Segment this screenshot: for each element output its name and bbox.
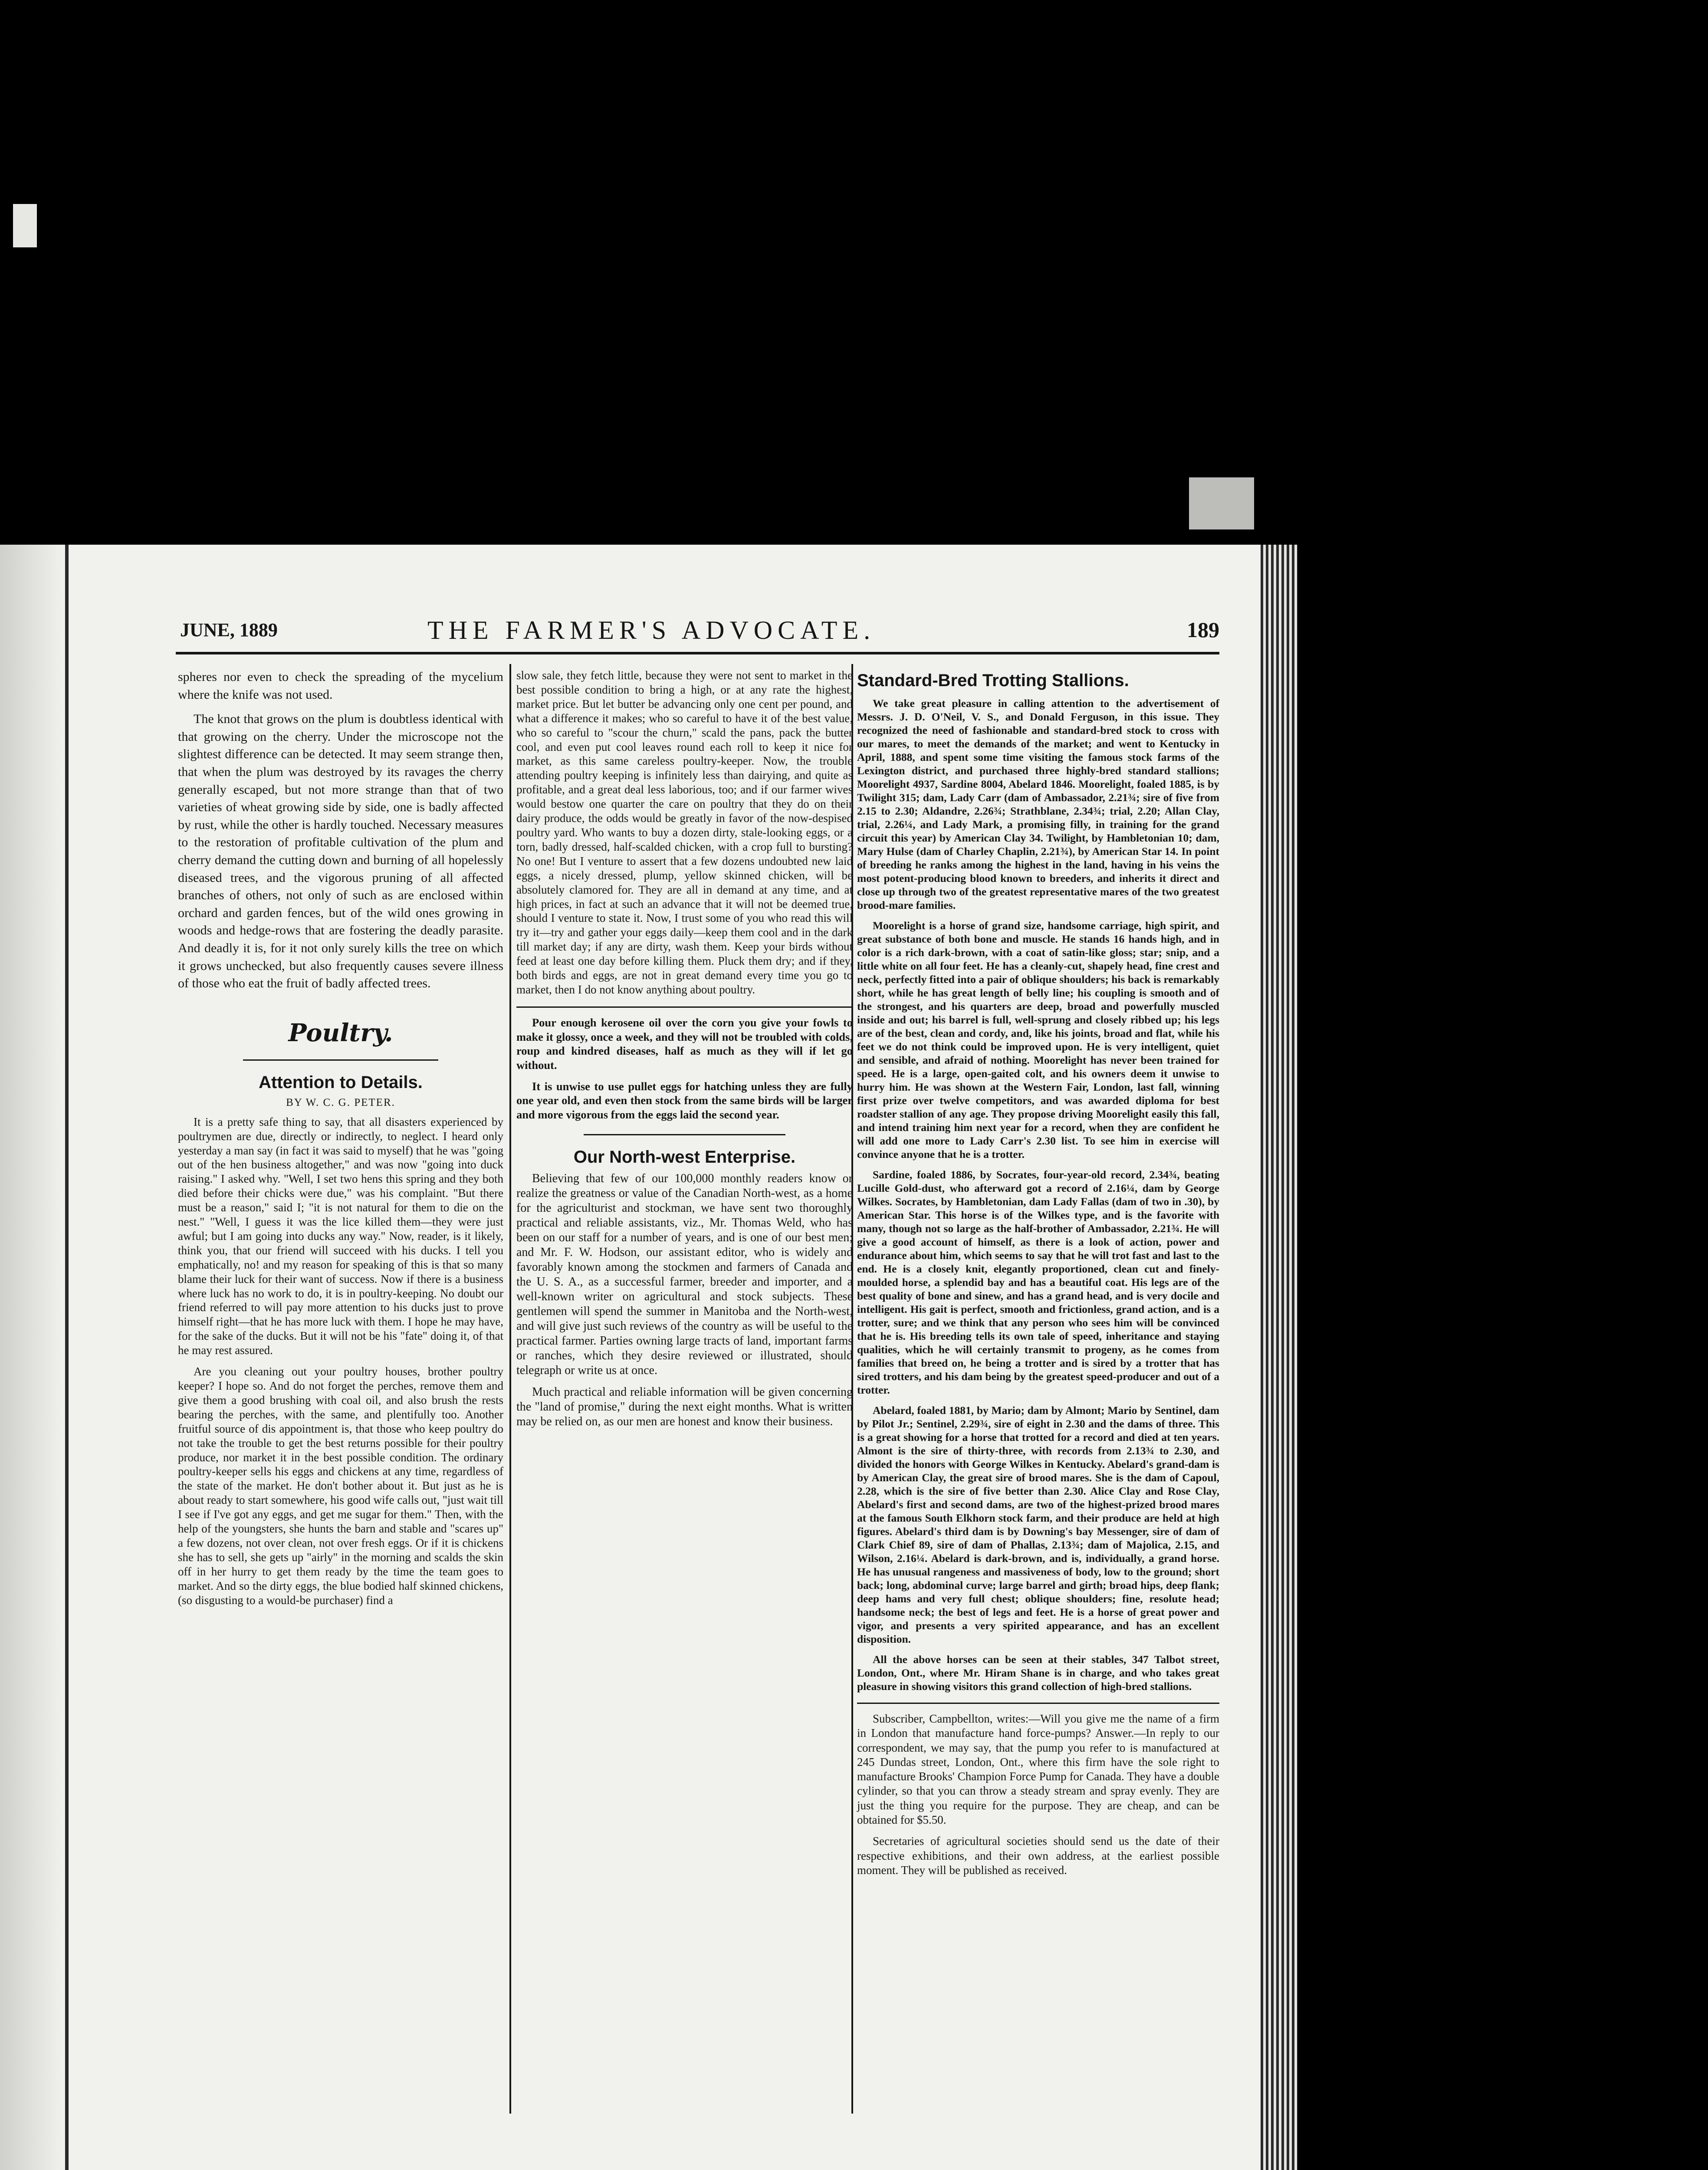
divider xyxy=(584,1134,785,1135)
scan-artifact xyxy=(13,204,37,247)
column-3 xyxy=(857,668,1219,1884)
poultry-notes xyxy=(516,1016,853,1122)
column-divider xyxy=(509,664,511,2114)
divider xyxy=(516,1006,853,1008)
masthead-title: THE FARMER'S ADVOCATE. xyxy=(427,616,876,644)
paragraph: All the above horses can be seen at their stables, 347 Talbot street, London, Ont., where Mr. Hiram Shane is in charge, and who takes great pleasure in showing visitors this grand collection of high-bred stallions. xyxy=(857,1653,1219,1693)
paragraph: Are you cleaning out your poultry houses, brother poultry keeper? I hope so. And do not forget the perches, remove them and give them a good brushing with coal oil, and also brush the rests bearing the perches, with the same, and plentifully too. Another fruitful source of dis appointment is, that those who keep poultry do not take the trouble to get the best returns possible for their poultry produce, nor market it in the best possible condition. The ordinary poultry-keeper sells his eggs and chickens at any time, regardless of the state of the market. He don't bother about it. But just as he is about ready to start somewhere, his good wife calls out, "just wait till I see if I've got any eggs, and get me sugar for them." Then, with the help of the youngsters, she hunts the barn and stable and "scares up" a few dozens, not over clean, not over fresh eggs. Or if it is chickens she has to sell, she gets up "airly" in the morning and scalds the skin off in her hurry to get them ready by the time the team goes to market. And so the dirty eggs, the blue bodied half skinned chickens, (so disgusting to a would-be purchaser) find a xyxy=(178,1365,503,1607)
section-title-poultry: Poultry. xyxy=(288,1018,393,1047)
paragraph: slow sale, they fetch little, because they were not sent to market in the best possible condition to bring a high, or at any rate the highest, market price. But let butter be advancing only one cent per pound, and what a difference it makes; who so careful to have it of the best value, who so careful to "scour the churn," scald the pans, pack the butter cool, and even put cool leaves round each roll to keep it nice for market, as this same careless poultry-keeper. Now, the trouble attending poultry keeping is infinitely less than dairying, and quite as profitable, and a great deal less laborious, too; and if our farmer wives would bestow one quarter the care on poultry that they do on their dairy produce, the odds would be greatly in favor of the now-despised poultry yard. Who wants to buy a dozen dirty, stale-looking eggs, or a torn, badly dressed, half-scalded chicken, with a crop full to bursting? No one! But I venture to assert that a few dozens undoubted new laid eggs, a nicely dressed, plump, yellow skinned chicken, will be absolutely clamored for. They are all in demand at any time, and at high prices, in fact at such an advance that it will not be deemed true, should I venture to state it. Now, I trust some of you who read this will try it—try and gather your eggs daily—keep them cool and in the dark till market day; if any are dirty, wash them. Keep your birds without feed at least one day before killing them. Pluck them dry; and if they, both birds and eggs, are not in great demand every time you go to market, then I do not know anything about poultry. xyxy=(516,669,853,996)
article-title: Our North-west Enterprise. xyxy=(573,1147,796,1167)
scan-artifact xyxy=(1189,477,1254,529)
article-body xyxy=(178,1115,503,1608)
paragraph: spheres nor even to check the spreading of the mycelium where the knife was not used. xyxy=(178,670,503,702)
article-title: Standard-Bred Trotting Stallions. xyxy=(857,671,1129,690)
paragraph: Sardine, foaled 1886, by Socrates, four-year-old record, 2.34¾, beating Lucille Gold-dust, who afterward got a record of 2.16¼, dam by George Wilkes. Socrates, by Hambletonian, dam Lady Fallas (dam of two in .30), by American Star. This horse is of the Wilkes type, and is the favorite with many, though not so large as the half-brother of Ambassador, 2.21¾. He will give a good account of himself, as there is a look of action, power and endurance about him, which seems to say that he will trot fast and last to the end. He is a closely knit, elegantly proportioned, clean cut and finely-moulded horse, a splendid bay and has a beautiful coat. His legs are of the best quality of bone and sinew, and has a grand head, and is very docile and intelligent. His gait is perfect, smooth and frictionless, grand action, and is a trotter, sure; and we think that any person who sees him will be convinced that he is. His breeding tells its own tale of speed, inheritance and staying qualities, which he will certainly transmit to progeny, as he comes from families that breed on, he being a trotter and is sired by a trotter that has sired trotters, and his dam being by the greatest speed-producer and out of a trotter. xyxy=(857,1168,1219,1396)
paragraph: Abelard, foaled 1881, by Mario; dam by Almont; Mario by Sentinel, dam by Pilot Jr.; Sentinel, 2.29¾, sire of eight in 2.30 and the dams of three. This is a great showing for a horse that trotted for a record and died at ten years. Almont is the sire of thirty-three, with records from 2.13¾ to 2.30, and divided the honors with George Wilkes in Kentucky. Abelard's grand-dam is by American Clay, the great sire of brood mares. She is the dam of Capoul, 2.28, which is the sire of five better than 2.30. Alice Clay and Rose Clay, Abelard's first and second dams, are two of the highest-prized brood mares at the famous South Elkhorn stock farm, and their produce are held at high figures. Abelard's third dam is by Downing's bay Messenger, sire of dam of Clark Chief 89, sire of dam of Phallas, 2.13¾; dam of Majolica, 2.15, and Wilson, 2.16¼. Abelard is dark-brown, and is, individually, a grand horse. He has unusual rangeness and massiveness of body, low to the ground; short back; long, abdominal curve; large barrel and girth; broad hips, deep flank; deep hams and very full chest; oblique shoulders; fine, resolute head; handsome neck; the best of legs and feet. He is a horse of great power and vigor, and presents a very spirited appearance, and has an excellent disposition. xyxy=(857,1404,1219,1645)
paragraph: Much practical and reliable information will be given concerning the "land of promise," during the next eight months. What is written may be relied on, as our men are honest and know their business. xyxy=(516,1385,853,1428)
article-body xyxy=(857,697,1219,1693)
scan-background xyxy=(0,0,1172,540)
paragraph: We take great pleasure in calling attention to the advertisement of Messrs. J. D. O'Neil, V. S., and Donald Ferguson, in this issue. They recognized the need of fashionable and standard-bred stock to cross with our mares, to meet the demands of the market; and went to Kentucky in April, 1888, and spent some time visiting the famous stock farms of the Lexington district, and purchased three highly-bred standard stallions; Moorelight 4937, Sardine 8004, Abelard 1846. Moorelight, foaled 1885, is by Twilight 315; dam, Lady Carr (dam of Ambassador, 2.21¾; sire of five from 2.15 to 2.30; Aldandre, 2.26¾; Strathblane, 2.34¾; trial, 2.20; Allan Clay, trial, 2.26¼, and Lady Mark, a promising filly, in training for the grand circuit this year) by American Clay 34. Twilight, by Hambletonian 10; dam, Mary Hulse (dam of Charley Chaplin, 2.21¾), by American Star 14. In point of breeding he ranks among the highest in the land, having in his veins the most potent-producing blood known to breeders, and inherits it direct and close up through two of the greatest representative mares of the two greatest brood-mare families. xyxy=(857,697,1219,911)
paragraph: Secretaries of agricultural societies should send us the date of their respective exhibitions, and their own address, at the earliest possible moment. They will be published as received. xyxy=(857,1835,1219,1877)
article-title: Attention to Details. xyxy=(259,1072,423,1092)
issue-date: JUNE, 1889 xyxy=(180,619,278,641)
article-body xyxy=(516,1171,853,1429)
paragraph: Believing that few of our 100,000 monthly readers know or realize the greatness or value of the Canadian North-west, as a home for the agriculturist and stockman, we have sent two thoroughly practical and reliable assistants, viz., Mr. Thomas Weld, who has been on our staff for a number of years, and is one of our best men; and Mr. F. W. Hodson, our assistant editor, who is widely and favorably known among the stockmen and farmers of Canada and the U. S. A., as a successful farmer, breeder and importer, and a well-known writer on agricultural and stock subjects. These gentlemen will spend the summer in Manitoba and the North-west, and will give just such reviews of the country as will be useful to the practical farmer. Parties owning large tracts of land, important farms or ranches, which they desire reviewed or illustrated, should telegraph or write us at once. xyxy=(516,1171,853,1377)
binding-edge-rule xyxy=(65,545,69,2170)
correspondence-notes xyxy=(857,1712,1219,1877)
paragraph: It is a pretty safe thing to say, that all disasters experienced by poultrymen are due, directly or indirectly, to neglect. I heard only yesterday a man say (in fact it was said to myself) that he was "going out of the hen business altogether," and was now "going into duck raising." I asked why. "Well, I set two hens this spring and they both died before their chicks were due," was his complaint. "But there must be a reason," said I; "it is not natural for them to die on the nest." "Well, I guess it was the lice killed them—they were just awful; but I am going into ducks any way." Now, reader, is it likely, think you, that our friend will succeed with his ducks. I tell you emphatically, no! and my reason for speaking of this is that so many blame their luck for their want of success. Now if there is a business where luck has no work to do, it is in poultry-keeping. No doubt our friend referred to will pay more attention to his ducks just to prove himself right—that he has more luck with them. I hope he may have, for the sake of the ducks. But it will not be his "fate" doing it, of that he may rest assured. xyxy=(178,1115,503,1357)
paragraph: It is unwise to use pullet eggs for hatching unless they are fully one year old, and even then stock from the same birds will be larger and more vigorous from the eggs laid the second year. xyxy=(516,1079,853,1121)
paragraph: Subscriber, Campbellton, writes:—Will you give me the name of a firm in London that manufacture hand force-pumps? Answer.—In reply to our correspondent, we may say, that the pump you refer to is manufactured at 245 Dundas street, London, Ont., where this firm have the sole right to manufacture Brooks' Champion Force Pump for Canada. They have a double cylinder, so that you can throw a steady stream and spray evenly. They are just the thing you require for the purpose. They are cheap, and can be obtained for $5.50. xyxy=(857,1712,1219,1827)
paragraph: The knot that grows on the plum is doubtless identical with that growing on the cherry. Under the microscope not the slightest difference can be detected. It may seem strange then, that when the plum was destroyed by its ravages the cherry generally escaped, but not more strange than that of two varieties of wheat growing side by side, one is badly affected by rust, while the other is hardly touched. Necessary measures to the restoration of profitable cultivation of the plum and cherry demand the cutting down and burning of all hopelessly diseased trees, and the vigorous pruning of all affected branches of others, not only of such as are enclosed within orchard and garden fences, but of the wild ones growing in woods and hedge-rows that are fostering the deadly parasite. And deadly it is, for it not only surely kills the tree on which it grows unchecked, but also frequently causes severe illness of those who eat the fruit of badly affected trees. xyxy=(178,712,503,991)
paragraph: Pour enough kerosene oil over the corn you give your fowls to make it glossy, once a week, and they will not be troubled with colds, roup and kindred diseases, half as much as they will if let go without. xyxy=(516,1016,853,1072)
article-continuation xyxy=(516,668,853,997)
article-byline: BY W. C. G. PETER. xyxy=(286,1096,395,1108)
column-2 xyxy=(516,668,853,1436)
page-stack-edge xyxy=(1261,545,1297,2170)
column-1 xyxy=(178,668,503,1614)
header-rule xyxy=(176,652,1219,654)
intro-text xyxy=(178,668,503,993)
paragraph: Moorelight is a horse of grand size, handsome carriage, high spirit, and great substance of both bone and muscle. He stands 16 hands high, and in color is a rich dark-brown, with a coat of satin-like gloss; star; snip, and a little white on all four feet. He has a cleanly-cut, shapely head, fine crest and neck, perfectly fitted into a pair of oblique shoulders; his back is remarkably short, while he has great length of belly line; his coupling is smooth and of the strongest, and his quarters are deep, broad and powerfully muscled inside and out; his barrel is full, well-sprung and closely ribbed up; his legs are of the best, clean and cordy, and, like his joints, broad and flat, while his feet we do not think could be improved upon. He is very intelligent, quiet and sensible, and afraid of nothing. Moorelight has never been trained for speed. He is a large, open-gaited colt, and his owners deem it unwise to hurry him. He was shown at the Western Fair, London, last fall, winning first prize over twelve competitors, and was awarded diploma for best roadster stallion of any age. They propose driving Moorelight easily this fall, and intend training him next year for a record, when they are confident he will add one more to Lady Carr's 2.30 list. To see him in exercise will convince anyone that he is a trotter. xyxy=(857,919,1219,1161)
page-header xyxy=(180,615,1219,646)
divider xyxy=(243,1059,438,1061)
divider xyxy=(857,1703,1219,1704)
page-number: 189 xyxy=(1187,618,1219,642)
